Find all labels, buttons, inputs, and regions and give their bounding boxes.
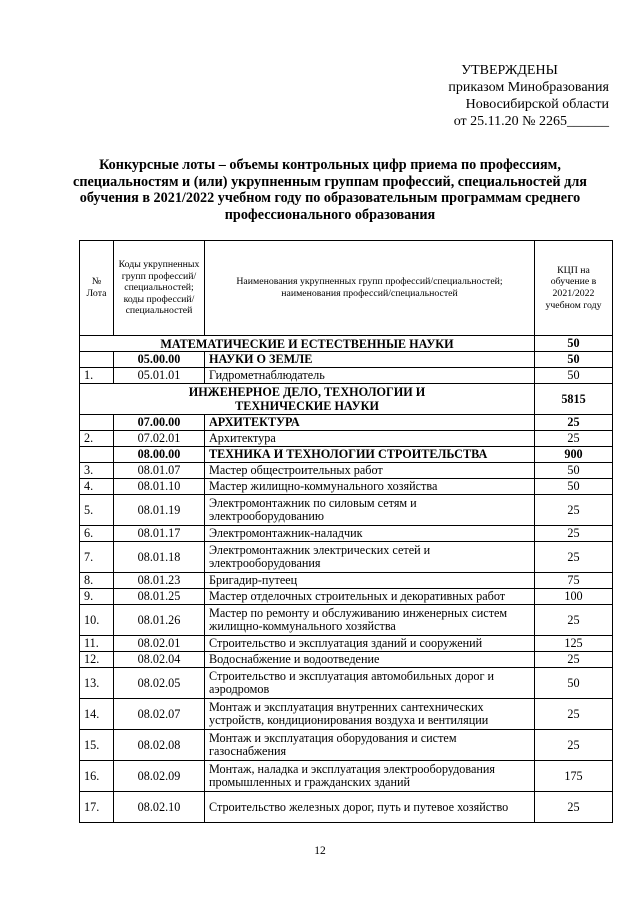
lot-name: Строительство и эксплуатация автомобильных дорог и аэродромов bbox=[205, 668, 535, 699]
lot-number: 11. bbox=[80, 636, 114, 652]
group-kcp: 25 bbox=[535, 415, 613, 431]
lot-number: 2. bbox=[80, 431, 114, 447]
lot-kcp: 75 bbox=[535, 573, 613, 589]
lot-number: 7. bbox=[80, 542, 114, 573]
lot-code: 08.02.08 bbox=[114, 730, 205, 761]
group-kcp: 900 bbox=[535, 447, 613, 463]
lot-name: Мастер жилищно-коммунального хозяйства bbox=[205, 479, 535, 495]
group-row bbox=[80, 447, 613, 463]
lot-number: 13. bbox=[80, 668, 114, 699]
lot-code: 08.01.26 bbox=[114, 605, 205, 636]
document-title: Конкурсные лоты – объемы контрольных цифр приема по профессиям, специальностям и (или) укрупненным группам профессий, специальностей для обучения в 2021/2022 учебном году по образовательным программам среднего профессионального образования bbox=[73, 157, 587, 223]
lot-name: Монтаж и эксплуатация оборудования и систем газоснабжения bbox=[205, 730, 535, 761]
section-row bbox=[80, 336, 613, 352]
table-row bbox=[80, 699, 613, 730]
table-row bbox=[80, 431, 613, 447]
lot-number: 17. bbox=[80, 792, 114, 823]
lot-kcp: 125 bbox=[535, 636, 613, 652]
lot-kcp: 50 bbox=[535, 479, 613, 495]
table-row bbox=[80, 605, 613, 636]
lot-code: 08.02.05 bbox=[114, 668, 205, 699]
lot-number: 14. bbox=[80, 699, 114, 730]
lot-kcp: 25 bbox=[535, 542, 613, 573]
header-kcp: КЦП на обучение в 2021/2022 учебном году bbox=[535, 241, 613, 336]
lot-kcp: 25 bbox=[535, 792, 613, 823]
group-name: НАУКИ О ЗЕМЛЕ bbox=[205, 352, 535, 368]
table-row bbox=[80, 526, 613, 542]
lot-number: 8. bbox=[80, 573, 114, 589]
lot-kcp: 25 bbox=[535, 431, 613, 447]
lot-name: Строительство и эксплуатация зданий и сооружений bbox=[205, 636, 535, 652]
lots-table bbox=[79, 240, 613, 823]
section-kcp: 5815 bbox=[535, 384, 613, 415]
lot-code: 08.01.10 bbox=[114, 479, 205, 495]
lot-code: 08.02.01 bbox=[114, 636, 205, 652]
group-code: 05.00.00 bbox=[114, 352, 205, 368]
lot-code: 08.02.10 bbox=[114, 792, 205, 823]
header-lot-number: № Лота bbox=[80, 241, 114, 336]
lot-name: Электромонтажник-наладчик bbox=[205, 526, 535, 542]
lot-kcp: 25 bbox=[535, 699, 613, 730]
lot-kcp: 25 bbox=[535, 526, 613, 542]
lot-code: 08.01.25 bbox=[114, 589, 205, 605]
lot-kcp: 25 bbox=[535, 730, 613, 761]
lot-kcp: 50 bbox=[535, 668, 613, 699]
lot-code: 08.01.17 bbox=[114, 526, 205, 542]
lot-kcp: 50 bbox=[535, 368, 613, 384]
group-kcp: 50 bbox=[535, 352, 613, 368]
table-row bbox=[80, 479, 613, 495]
lot-code: 08.01.18 bbox=[114, 542, 205, 573]
lot-code: 08.01.07 bbox=[114, 463, 205, 479]
lot-number: 15. bbox=[80, 730, 114, 761]
table-row bbox=[80, 589, 613, 605]
lot-number: 16. bbox=[80, 761, 114, 792]
section-title: МАТЕМАТИЧЕСКИЕ И ЕСТЕСТВЕННЫЕ НАУКИ bbox=[80, 336, 535, 352]
table-header-row bbox=[80, 241, 613, 336]
group-row bbox=[80, 352, 613, 368]
lot-number: 12. bbox=[80, 652, 114, 668]
table-row bbox=[80, 495, 613, 526]
group-row bbox=[80, 415, 613, 431]
lot-name: Бригадир-путеец bbox=[205, 573, 535, 589]
lot-kcp: 25 bbox=[535, 495, 613, 526]
header-codes: Коды укрупненных групп профессий/ специальностей; коды профессий/ специальностей bbox=[114, 241, 205, 336]
lot-name: Мастер общестроительных работ bbox=[205, 463, 535, 479]
lot-number: 4. bbox=[80, 479, 114, 495]
lot-name: Мастер по ремонту и обслуживанию инженерных систем жилищно-коммунального хозяйства bbox=[205, 605, 535, 636]
lot-number: 6. bbox=[80, 526, 114, 542]
lot-name: Гидрометнаблюдатель bbox=[205, 368, 535, 384]
table-row bbox=[80, 573, 613, 589]
lot-kcp: 25 bbox=[535, 652, 613, 668]
lot-name: Электромонтажник по силовым сетям и электрооборудованию bbox=[205, 495, 535, 526]
lot-number: 1. bbox=[80, 368, 114, 384]
table-row bbox=[80, 652, 613, 668]
lot-number: 10. bbox=[80, 605, 114, 636]
approval-stamp bbox=[360, 62, 615, 130]
lot-name: Водоснабжение и водоотведение bbox=[205, 652, 535, 668]
section-kcp: 50 bbox=[535, 336, 613, 352]
table-row bbox=[80, 542, 613, 573]
table-row bbox=[80, 730, 613, 761]
lot-kcp: 50 bbox=[535, 463, 613, 479]
lot-name: Монтаж и эксплуатация внутренних сантехнических устройств, кондиционирования воздуха и вентиляции bbox=[205, 699, 535, 730]
table-row bbox=[80, 368, 613, 384]
page-number: 12 bbox=[314, 845, 326, 857]
approval-line-4: от 25.11.20 № 2265______ bbox=[453, 114, 609, 129]
lot-code: 08.02.04 bbox=[114, 652, 205, 668]
table-row bbox=[80, 463, 613, 479]
lot-number: 5. bbox=[80, 495, 114, 526]
group-code: 07.00.00 bbox=[114, 415, 205, 431]
lot-code: 07.02.01 bbox=[114, 431, 205, 447]
table-row bbox=[80, 668, 613, 699]
lot-name: Архитектура bbox=[205, 431, 535, 447]
header-names: Наименования укрупненных групп профессий/специальностей; наименования профессий/специальностей bbox=[205, 241, 535, 336]
section-title: ИНЖЕНЕРНОЕ ДЕЛО, ТЕХНОЛОГИИ И ТЕХНИЧЕСКИЕ НАУКИ bbox=[80, 384, 535, 415]
lot-number: 9. bbox=[80, 589, 114, 605]
lot-name: Строительство железных дорог, путь и путевое хозяйство bbox=[205, 792, 535, 823]
lot-code: 08.02.09 bbox=[114, 761, 205, 792]
table-row bbox=[80, 761, 613, 792]
lot-code: 08.01.23 bbox=[114, 573, 205, 589]
lot-name: Мастер отделочных строительных и декоративных работ bbox=[205, 589, 535, 605]
approval-line-1: УТВЕРЖДЕНЫ bbox=[461, 63, 558, 78]
lot-kcp: 175 bbox=[535, 761, 613, 792]
lot-number: 3. bbox=[80, 463, 114, 479]
lot-name: Монтаж, наладка и эксплуатация электрооборудования промышленных и гражданских зданий bbox=[205, 761, 535, 792]
lot-code: 05.01.01 bbox=[114, 368, 205, 384]
group-code: 08.00.00 bbox=[114, 447, 205, 463]
approval-line-2: приказом Минобразования bbox=[448, 80, 609, 95]
group-name: АРХИТЕКТУРА bbox=[205, 415, 535, 431]
lot-code: 08.01.19 bbox=[114, 495, 205, 526]
section-row bbox=[80, 384, 613, 415]
group-name: ТЕХНИКА И ТЕХНОЛОГИИ СТРОИТЕЛЬСТВА bbox=[205, 447, 535, 463]
table-row bbox=[80, 636, 613, 652]
lot-kcp: 100 bbox=[535, 589, 613, 605]
lot-kcp: 25 bbox=[535, 605, 613, 636]
table-row bbox=[80, 792, 613, 823]
lot-code: 08.02.07 bbox=[114, 699, 205, 730]
lot-name: Электромонтажник электрических сетей и электрооборудования bbox=[205, 542, 535, 573]
approval-line-3: Новосибирской области bbox=[465, 97, 609, 112]
